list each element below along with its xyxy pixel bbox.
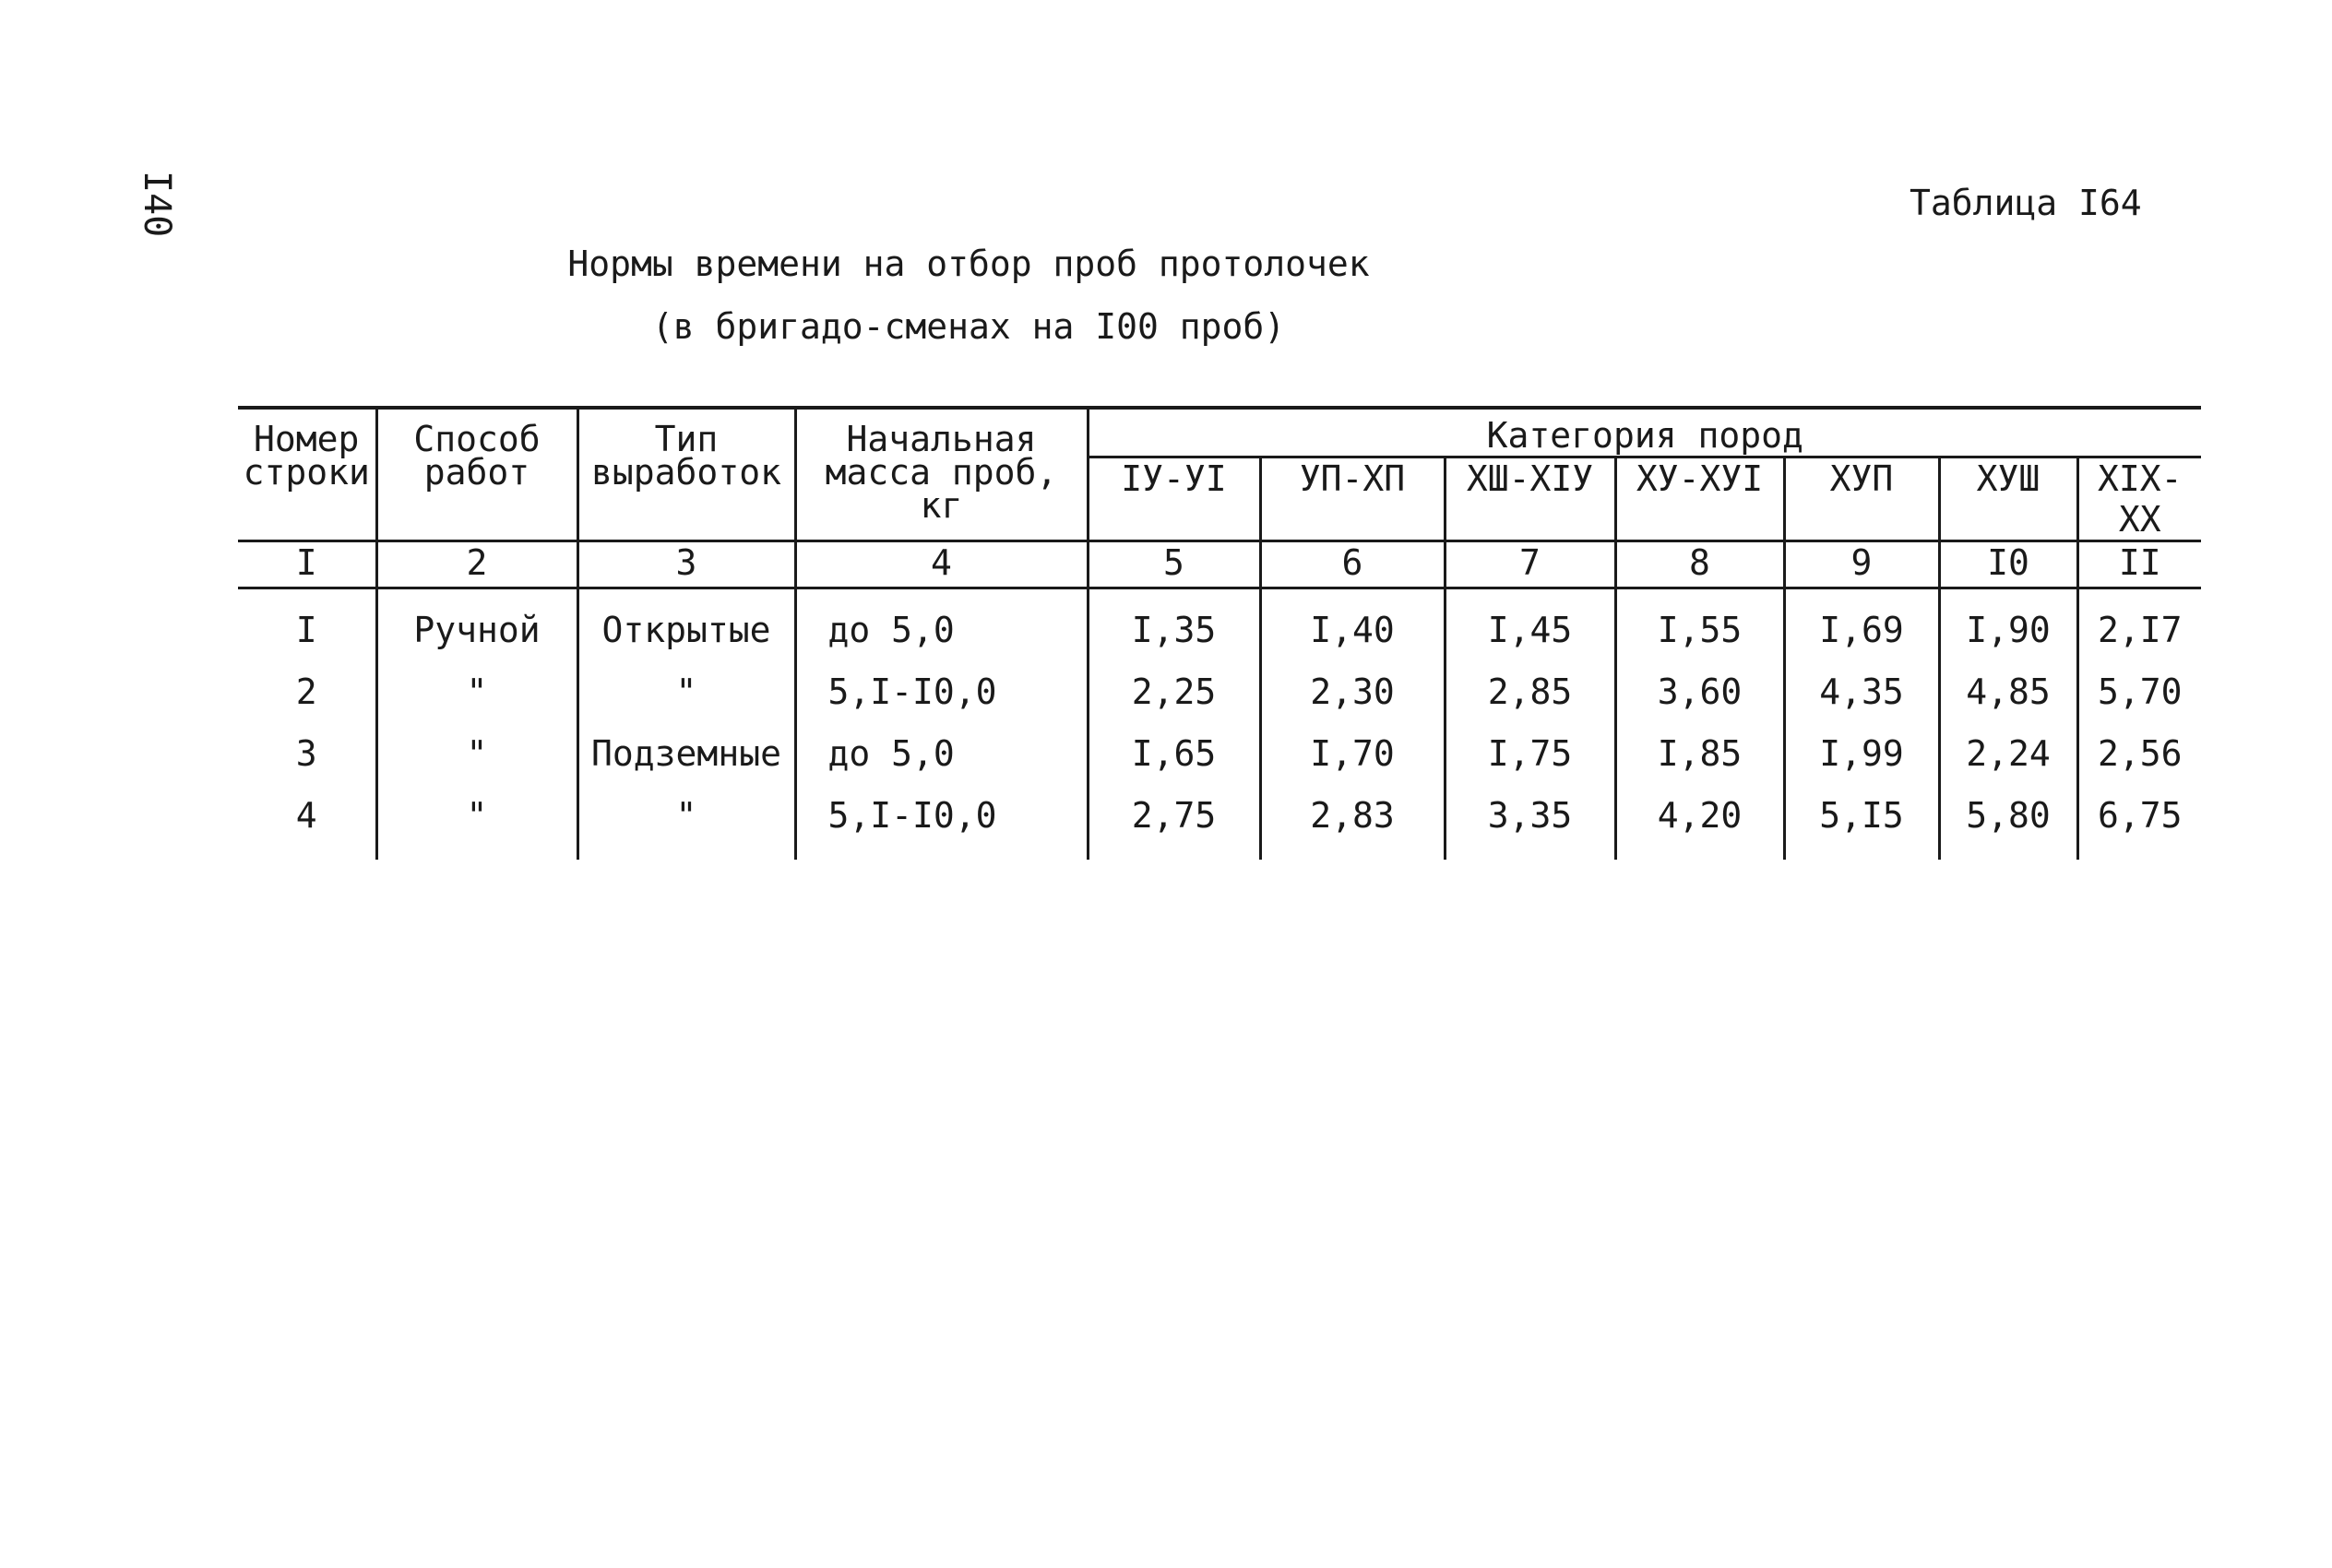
work-method: Ручной [376,610,577,671]
norm-value: I,55 [1615,610,1784,671]
norms-table [238,406,2201,860]
initial-mass: до 5,0 [795,733,1088,795]
norm-value: I,65 [1088,733,1260,795]
norm-value: 2,24 [1939,733,2077,795]
working-type: " [577,671,795,733]
table-row [238,671,2201,733]
column-number: 7 [1445,541,1615,588]
header-initial-mass: Начальная масса проб, кг [795,408,1088,541]
column-number: I0 [1939,541,2077,588]
norm-value: 5,70 [2077,671,2201,733]
header-working-type: Тип выработок [577,408,795,541]
norm-value: 2,56 [2077,733,2201,795]
norm-value: 4,85 [1939,671,2077,733]
norm-value: 4,20 [1615,795,1784,860]
norm-value: 3,60 [1615,671,1784,733]
norm-value: 2,85 [1445,671,1615,733]
work-method: " [376,733,577,795]
header-category-5: ХУП [1784,457,1939,541]
header-category-4: ХУ-ХУI [1615,457,1784,541]
work-method: " [376,671,577,733]
norm-value: 5,I5 [1784,795,1939,860]
row-number: 2 [295,671,317,712]
norm-value: I,35 [1088,610,1260,671]
column-number: 8 [1615,541,1784,588]
norm-value: 6,75 [2077,795,2201,860]
column-number-row [238,541,2201,588]
header-category-6: ХУШ [1939,457,2077,541]
norm-value: I,69 [1784,610,1939,671]
column-number: II [2077,541,2201,588]
row-number: 3 [295,733,317,774]
initial-mass: 5,I-I0,0 [795,671,1088,733]
table-label: Таблица I64 [1910,183,2142,223]
table-row [238,733,2201,795]
norm-value: I,75 [1445,733,1615,795]
norm-value: I,85 [1615,733,1784,795]
column-number: 9 [1784,541,1939,588]
norm-value: 2,30 [1260,671,1445,733]
table-row [238,610,2201,671]
working-type: Подземные [577,733,795,795]
norm-value: 2,25 [1088,671,1260,733]
norm-value: 4,35 [1784,671,1939,733]
row-number: 4 [295,795,317,836]
header-category-2: УП-ХП [1260,457,1445,541]
column-number: I [238,541,376,588]
working-type: Открытые [577,610,795,671]
norm-value: I,45 [1445,610,1615,671]
table-title: Нормы времени на отбор проб протолочек [567,244,1370,284]
column-number: 4 [795,541,1088,588]
norm-value: 2,I7 [2077,610,2201,671]
header-row-number: Номер строки [238,408,376,541]
column-number: 3 [577,541,795,588]
header-rock-category: Категория пород [1088,408,2201,457]
initial-mass: до 5,0 [795,610,1088,671]
norm-value: 2,83 [1260,795,1445,860]
norm-value: 3,35 [1445,795,1615,860]
norm-value: I,70 [1260,733,1445,795]
norm-value: I,40 [1260,610,1445,671]
header-category-3: ХШ-ХIУ [1445,457,1615,541]
table-subtitle: (в бригадо-сменах на I00 проб) [651,306,1286,347]
row-number: I [295,610,317,650]
header-category-1: IУ-УI [1088,457,1260,541]
work-method: " [376,795,577,860]
working-type: " [577,795,795,860]
column-number: 2 [376,541,577,588]
table-row [238,795,2201,860]
norm-value: 2,75 [1088,795,1260,860]
page-number: I40 [136,171,178,238]
column-number: 5 [1088,541,1260,588]
header-category-7: ХIХ-ХХ [2077,457,2201,541]
header-method: Способ работ [376,408,577,541]
norm-value: I,99 [1784,733,1939,795]
column-number: 6 [1260,541,1445,588]
norm-value: 5,80 [1939,795,2077,860]
norm-value: I,90 [1939,610,2077,671]
initial-mass: 5,I-I0,0 [795,795,1088,860]
